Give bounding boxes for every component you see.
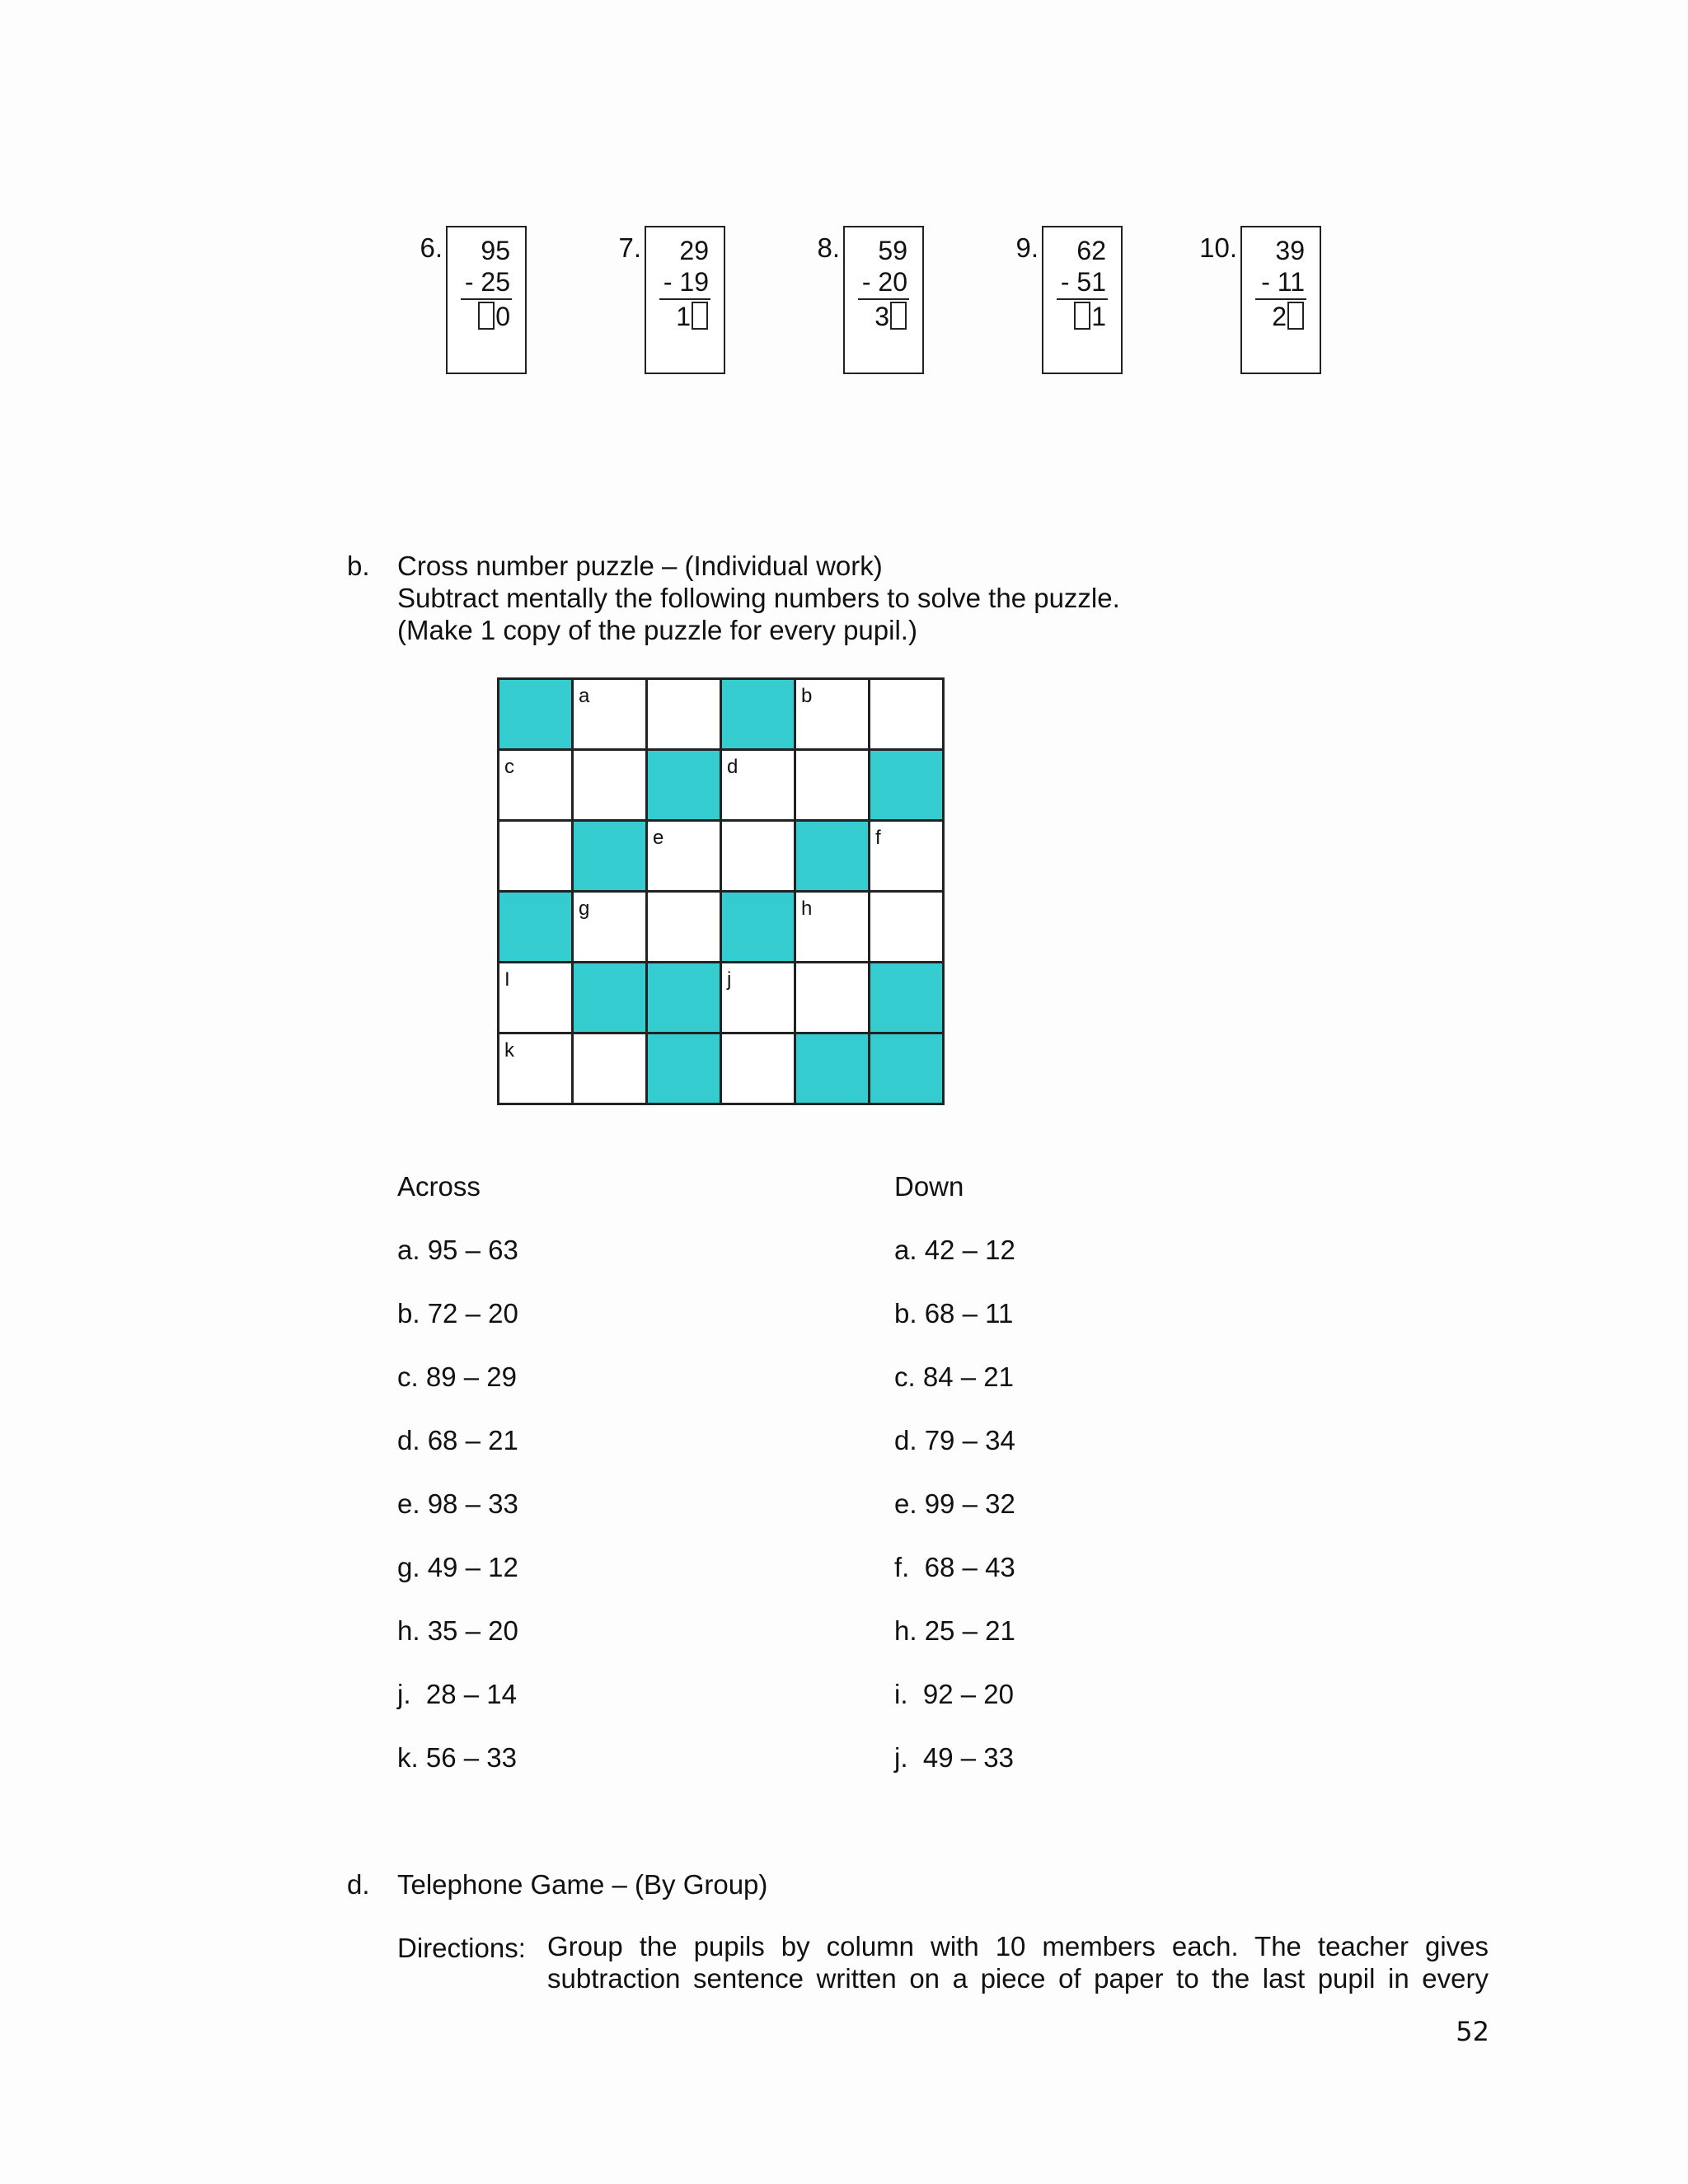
- answer: [477, 302, 510, 330]
- directions-line-1: Group the pupils by column with 10 members each. The teacher gives: [547, 1931, 1489, 1961]
- grid-cell-shaded: [796, 822, 870, 893]
- answer-blank-box[interactable]: [1074, 302, 1090, 330]
- answer: [1272, 302, 1305, 330]
- answer-digit: 1: [1091, 302, 1106, 331]
- grid-cell[interactable]: [648, 893, 722, 963]
- answer-blank-box[interactable]: [890, 302, 907, 330]
- grid-clue-label: j: [727, 968, 732, 991]
- grid-clue-label: c: [504, 756, 514, 778]
- grid-clue-label: e: [653, 827, 664, 849]
- problem-number: 10.: [1199, 232, 1237, 263]
- answer-rule: [461, 298, 512, 300]
- answer-rule: [1255, 298, 1306, 300]
- grid-clue-label: h: [801, 898, 813, 920]
- grid-cell[interactable]: [499, 963, 574, 1034]
- subtrahend: - 19: [663, 267, 709, 297]
- grid-cell-shaded: [722, 680, 796, 751]
- grid-cell[interactable]: [722, 1034, 796, 1105]
- section-b-title: Cross number puzzle – (Individual work): [397, 551, 883, 581]
- across-clue: d. 68 – 21: [397, 1425, 518, 1455]
- grid-cell-shaded: [870, 963, 945, 1034]
- answer-rule: [858, 298, 909, 300]
- answer-rule: [1057, 298, 1108, 300]
- directions-label: Directions:: [397, 1933, 526, 1963]
- grid-cell[interactable]: [574, 893, 648, 963]
- subtrahend: - 20: [861, 267, 907, 297]
- grid-cell[interactable]: [499, 1034, 574, 1105]
- minuend: 62: [1076, 236, 1106, 265]
- grid-cell[interactable]: [499, 751, 574, 822]
- grid-cell-shaded: [499, 680, 574, 751]
- minuend: 95: [481, 236, 510, 265]
- grid-cell[interactable]: [796, 893, 870, 963]
- problem-number: 7.: [618, 232, 641, 263]
- section-b-note: (Make 1 copy of the puzzle for every pupil.): [397, 615, 917, 645]
- grid-cell[interactable]: [722, 963, 796, 1034]
- answer-digit: 3: [874, 302, 889, 331]
- grid-cell[interactable]: [870, 680, 945, 751]
- grid-clue-label: I: [504, 968, 510, 991]
- grid-cell[interactable]: [574, 680, 648, 751]
- grid-cell[interactable]: [796, 751, 870, 822]
- answer-blank-box[interactable]: [1287, 302, 1304, 330]
- directions-line-2: subtraction sentence written on a piece of paper to the last pupil in every: [547, 1963, 1489, 1994]
- cross-number-grid: [497, 677, 945, 1105]
- minuend: 29: [679, 236, 709, 265]
- grid-cell[interactable]: [499, 822, 574, 893]
- grid-clue-label: d: [727, 756, 738, 778]
- across-clue: h. 35 – 20: [397, 1615, 518, 1646]
- down-clue: e. 99 – 32: [894, 1488, 1015, 1519]
- answer-blank-box[interactable]: [692, 302, 708, 330]
- across-clue: a. 95 – 63: [397, 1235, 518, 1265]
- grid-cell-shaded: [499, 893, 574, 963]
- answer-digit: 2: [1272, 302, 1287, 331]
- grid-cell[interactable]: [722, 751, 796, 822]
- section-d-marker: d.: [347, 1869, 370, 1900]
- down-clue: b. 68 – 11: [894, 1298, 1014, 1329]
- grid-cell-shaded: [870, 1034, 945, 1105]
- grid-cell-shaded: [648, 751, 722, 822]
- grid-cell-shaded: [796, 1034, 870, 1105]
- grid-cell[interactable]: [648, 822, 722, 893]
- grid-cell[interactable]: [574, 1034, 648, 1105]
- down-clue: i. 92 – 20: [894, 1679, 1014, 1709]
- down-clue: j. 49 – 33: [894, 1742, 1014, 1773]
- grid-cell-shaded: [722, 893, 796, 963]
- subtrahend: - 11: [1261, 267, 1305, 297]
- page-number: 52: [1456, 2016, 1489, 2047]
- grid-cell[interactable]: [796, 680, 870, 751]
- across-clue: b. 72 – 20: [397, 1298, 518, 1329]
- subtraction-card: [843, 226, 924, 374]
- grid-cell-shaded: [574, 963, 648, 1034]
- grid-cell[interactable]: [870, 893, 945, 963]
- grid-clue-label: f: [875, 827, 881, 849]
- answer-digit: 0: [495, 302, 510, 331]
- subtraction-card: [446, 226, 527, 374]
- grid-cell[interactable]: [796, 963, 870, 1034]
- subtraction-card: [1042, 226, 1123, 374]
- grid-clue-label: a: [579, 685, 590, 707]
- grid-cell[interactable]: [722, 822, 796, 893]
- across-clue: j. 28 – 14: [397, 1679, 517, 1709]
- down-heading: Down: [894, 1171, 964, 1202]
- directions-text: [547, 1930, 1489, 1994]
- grid-cell-shaded: [648, 1034, 722, 1105]
- answer: [874, 302, 907, 330]
- subtraction-card: [645, 226, 725, 374]
- grid-cell[interactable]: [648, 680, 722, 751]
- section-b-instruction: Subtract mentally the following numbers to solve the puzzle.: [397, 583, 1120, 613]
- across-clue: g. 49 – 12: [397, 1552, 518, 1582]
- answer-rule: [659, 298, 710, 300]
- answer: [1073, 302, 1106, 330]
- grid-cell-shaded: [574, 822, 648, 893]
- grid-cell-shaded: [648, 963, 722, 1034]
- down-clue: f. 68 – 43: [894, 1552, 1015, 1582]
- across-heading: Across: [397, 1171, 481, 1202]
- section-b-marker: b.: [347, 551, 370, 581]
- minuend: 39: [1275, 236, 1305, 265]
- down-clue: c. 84 – 21: [894, 1361, 1014, 1392]
- down-clue: a. 42 – 12: [894, 1235, 1015, 1265]
- grid-clue-label: k: [504, 1039, 514, 1062]
- answer-blank-box[interactable]: [478, 302, 495, 330]
- problem-number: 8.: [817, 232, 840, 263]
- grid-cell-shaded: [870, 751, 945, 822]
- grid-clue-label: b: [801, 685, 813, 707]
- down-clue: d. 79 – 34: [894, 1425, 1015, 1455]
- grid-cell[interactable]: [574, 751, 648, 822]
- problem-number: 6.: [420, 232, 443, 263]
- answer: [676, 302, 709, 330]
- minuend: 59: [878, 236, 907, 265]
- subtrahend: - 25: [464, 267, 510, 297]
- section-d-title: Telephone Game – (By Group): [397, 1869, 768, 1900]
- across-clue: k. 56 – 33: [397, 1742, 517, 1773]
- answer-digit: 1: [676, 302, 691, 331]
- grid-clue-label: g: [579, 898, 590, 920]
- subtrahend: - 51: [1060, 267, 1106, 297]
- problem-number: 9.: [1015, 232, 1039, 263]
- across-clue: c. 89 – 29: [397, 1361, 517, 1392]
- grid-cell[interactable]: [870, 822, 945, 893]
- across-clue: e. 98 – 33: [397, 1488, 518, 1519]
- down-clue: h. 25 – 21: [894, 1615, 1015, 1646]
- subtraction-card: [1240, 226, 1321, 374]
